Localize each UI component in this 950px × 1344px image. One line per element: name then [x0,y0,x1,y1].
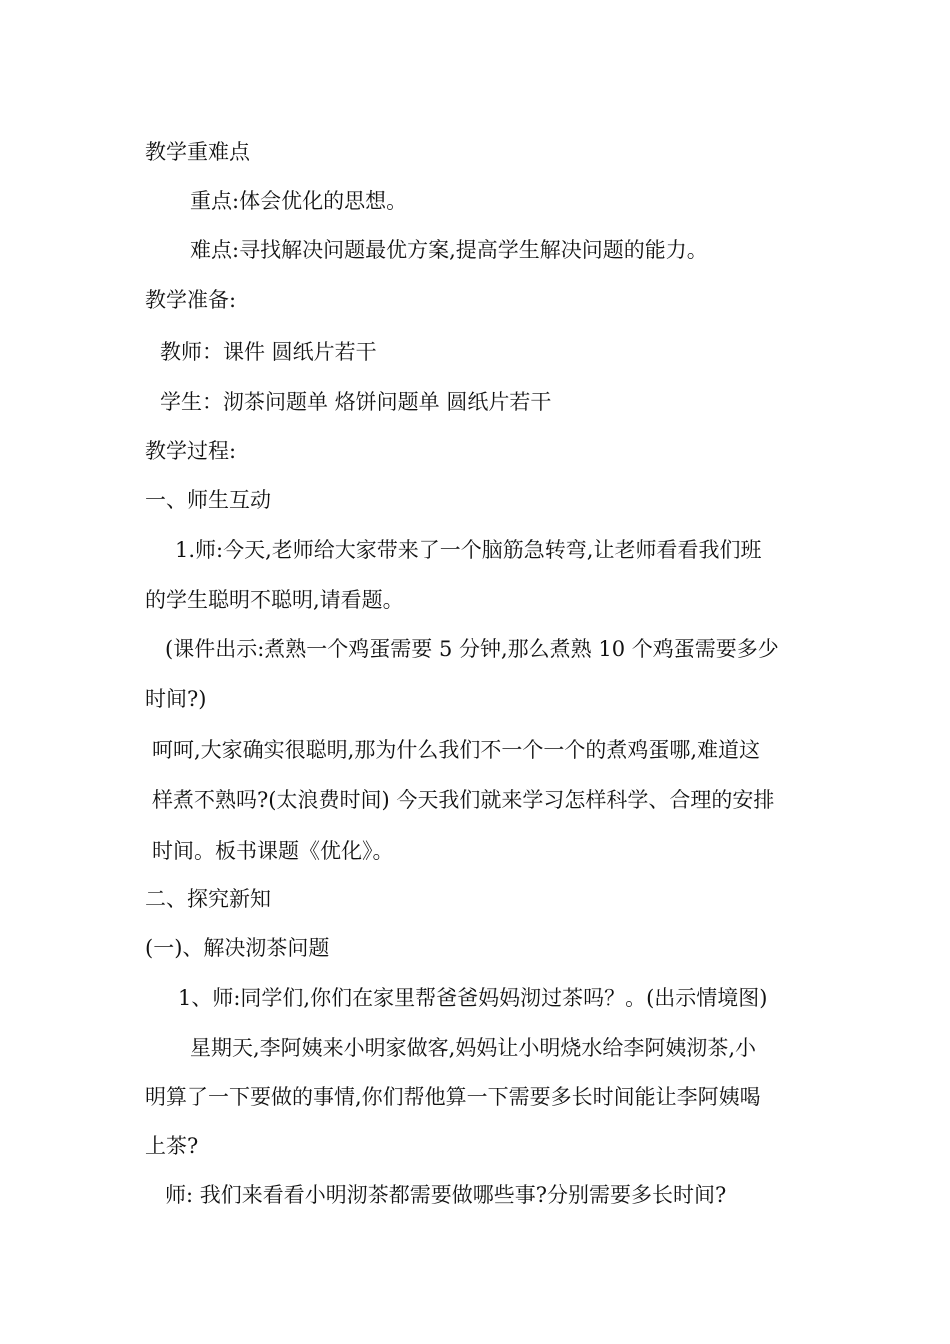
paragraph-line: 明算了一下要做的事情,你们帮他算一下需要多长时间能让李阿姨喝 [145,1085,761,1109]
paragraph-line: 师: 我们来看看小明沏茶都需要做哪些事?分别需要多长时间? [165,1183,727,1207]
paragraph-line: 1.师:今天,老师给大家带来了一个脑筋急转弯,让老师看看我们班 [175,538,762,562]
paragraph-line: (课件出示:煮熟一个鸡蛋需要 5 分钟,那么煮熟 10 个鸡蛋需要多少 [165,637,779,661]
section-heading-explore: 二、探究新知 [145,887,271,911]
paragraph-line: 时间?) [145,687,207,711]
paragraph-line: 星期天,李阿姨来小明家做客,妈妈让小明烧水给李阿姨沏茶,小 [190,1036,757,1060]
paragraph-line: 上茶? [145,1134,199,1158]
paragraph-line: 的学生聪明不聪明,请看题。 [145,588,404,612]
subsection-heading-tea: (一)、解决沏茶问题 [145,936,330,960]
paragraph-line: 1、师:同学们,你们在家里帮爸爸妈妈沏过茶吗？。(出示情境图) [178,986,768,1010]
heading-teaching-process: 教学过程: [145,439,237,463]
paragraph-line: 样煮不熟吗?(太浪费时间) 今天我们就来学习怎样科学、合理的安排 [152,788,775,812]
paragraph-line: 时间。板书课题《优化》。 [152,839,394,863]
difficult-point-text: 难点:寻找解决问题最优方案,提高学生解决问题的能力。 [190,238,708,262]
key-point-text: 重点:体会优化的思想。 [190,189,408,213]
paragraph-line: 呵呵,大家确实很聪明,那为什么我们不一个一个的煮鸡蛋哪,难道这 [152,738,761,762]
heading-teaching-preparation: 教学准备: [145,288,237,312]
teacher-materials-text: 教师：课件 圆纸片若干 [160,340,377,364]
student-materials-text: 学生：沏茶问题单 烙饼问题单 圆纸片若干 [160,390,552,414]
heading-teaching-key-points: 教学重难点 [145,140,250,164]
section-heading-interaction: 一、师生互动 [145,488,271,512]
